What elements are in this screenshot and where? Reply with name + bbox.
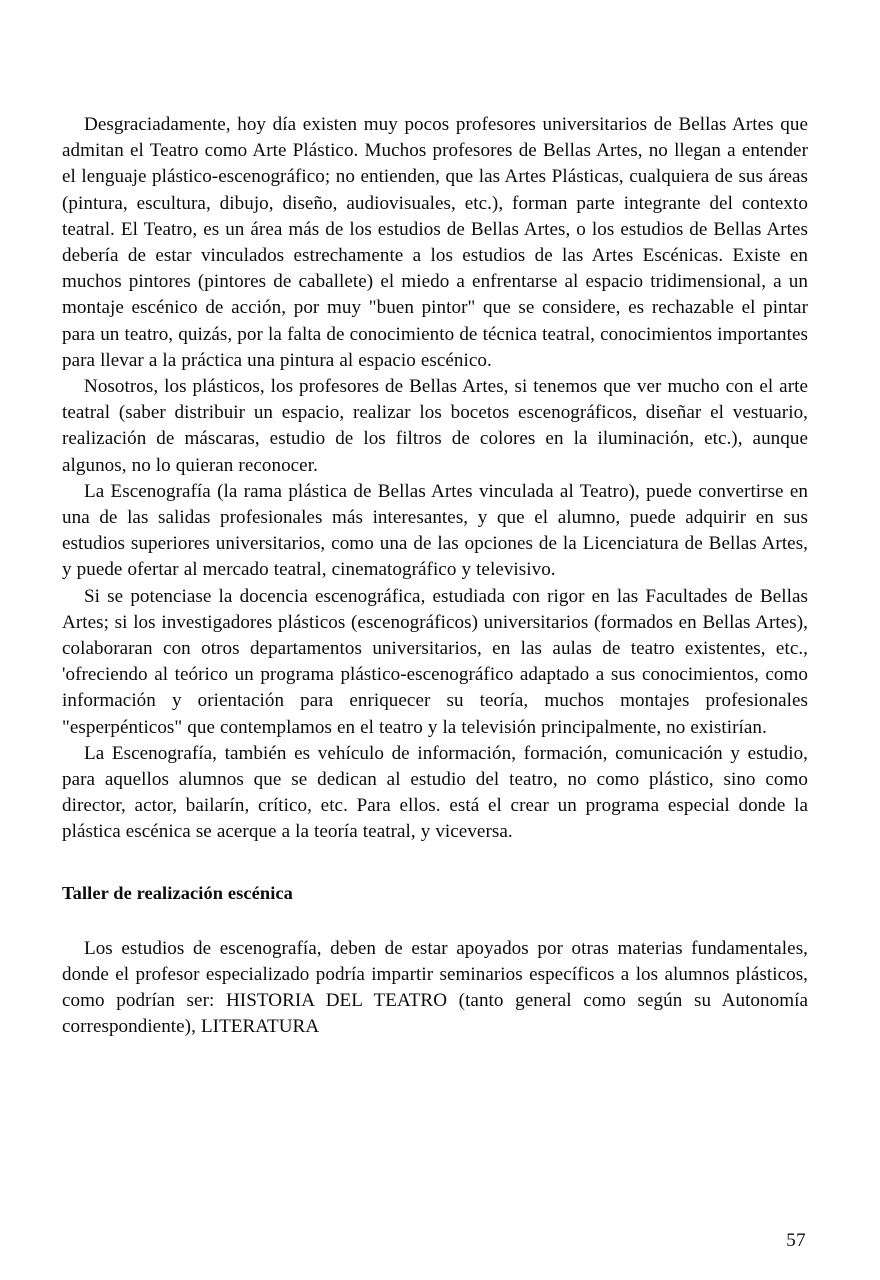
heading-spacer-below xyxy=(62,906,808,936)
paragraph: La Escenografía, también es vehículo de información, formación, comunicación y estudio, para aquellos alumnos que se dedican al estudio del teatro, no como plástico, sino como director, actor, bailarín, crítico, etc. Para ellos. está el crear un programa especial donde la plástica escénica se acerque a la teoría teatral, y viceversa. xyxy=(62,742,808,843)
paragraph: Nosotros, los plásticos, los profesores de Bellas Artes, si tenemos que ver mucho con el arte teatral (saber distribuir un espacio, realizar los bocetos escenográficos, diseñar el vestuario, realización de máscaras, estudio de los filtros de colores en la iluminación, etc.), aunque algunos, no lo quieran reconocer. xyxy=(62,376,808,476)
page-number: 57 xyxy=(786,1230,806,1251)
paragraph: Desgraciadamente, hoy día existen muy pocos profesores universitarios de Bellas Artes que admitan el Teatro como Arte Plástico. Muchos profesores de Bellas Artes, no llegan a entender el lenguaje plástico-escenográfico; no entienden, que las Artes Plásticas, cualquiera de sus áreas (pintura, escultura, dibujo, diseño, audiovisuales, etc.), forman parte integrante del contexto teatral. El Teatro, es un área más de los estudios de Bellas Artes, o los estudios de Bellas Artes debería de estar vinculados estrechamente a los estudios de las Artes Escénicas. Existe en muchos pintores (pintores de caballete) el miedo a enfrentarse al espacio tridimensional, a un montaje escénico de acción, por muy "buen pintor" que se considere, es rechazable el pintar para un teatro, quizás, por la falta de conocimiento de técnica teatral, conocimientos importantes para llevar a la práctica una pintura al espacio escénico. xyxy=(62,114,808,371)
paragraph: La Escenografía (la rama plástica de Bellas Artes vinculada al Teatro), puede convertirse en una de las salidas profesionales más interesantes, y que el alumno, puede adquirir en sus estudios superiores universitarios, como una de las opciones de la Licenciatura de Bellas Artes, y puede ofertar al mercado teatral, cinematográfico y televisivo. xyxy=(62,480,808,581)
paragraph: Si se potenciase la docencia escenográfica, estudiada con rigor en las Facultades de Bellas Artes; si los investigadores plásticos (escenográficos) universitarios (formados en Bellas Artes), colaboraran con otros departamentos universitarios, en las aulas de teatro existentes, etc., 'ofreciendo al teórico un programa plástico-escenográfico adaptado a sus conocimientos, como información y orientación para enriquecer su teoría, muchos montajes profesionales "esperpénticos" que contemplamos en el teatro y la televisión principalmente, no existirían. xyxy=(62,585,808,738)
heading-spacer-above xyxy=(62,846,808,880)
section-heading: Taller de realización escénica xyxy=(62,882,293,903)
paragraph: Los estudios de escenografía, deben de estar apoyados por otras materias fundamentales, donde el profesor especializado podría impartir seminarios específicos a los alumnos plásticos, como podrían ser: HISTORIA DEL TEATRO (tanto general como según su Autonomía correspondiente), LITERATURA xyxy=(62,937,808,1038)
page-body-text xyxy=(62,112,808,1041)
